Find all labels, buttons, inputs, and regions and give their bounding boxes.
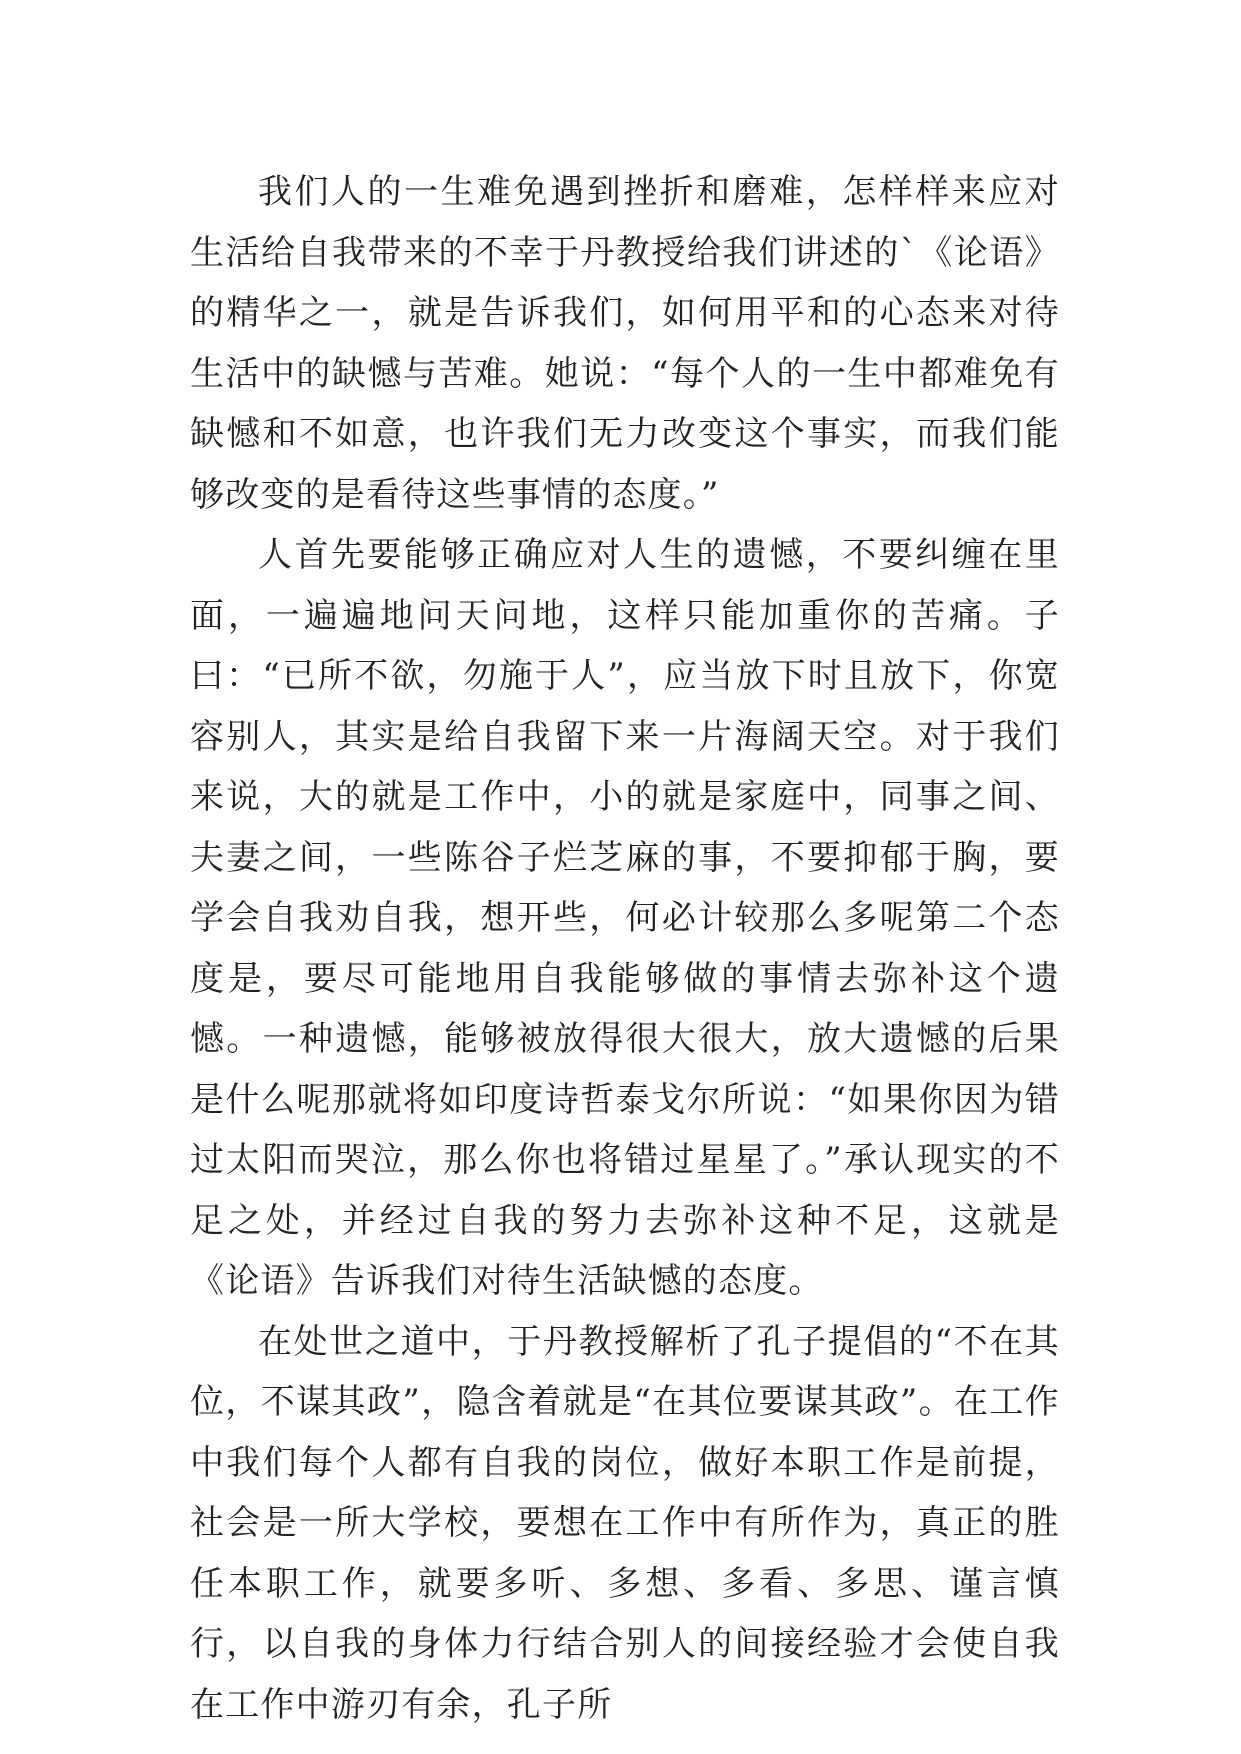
paragraph-3: 在处世之道中，于丹教授解析了孔子提倡的“不在其位，不谋其政”，隐含着就是“在其位要谋其政”。在工作中我们每个人都有自我的岗位，做好本职工作是前提，社会是一所大学校，要想在工作中有所作为，真正的胜任本职工作，就要多听、多想、多看、多思、谨言慎行，以自我的身体力行结合别人的间接经验才会使自我在工作中游刃有余，孔子所 [190,1321,1060,1725]
paragraph-2: 人首先要能够正确应对人生的遗憾，不要纠缠在里面，一遍遍地问天问地，这样只能加重你的苦痛。子曰：“已所不欲，勿施于人”，应当放下时且放下，你宽容别人，其实是给自我留下来一片海阔天空。对于我们来说，大的就是工作中，小的就是家庭中，同事之间、夫妻之间，一些陈谷子烂芝麻的事，不要抑郁于胸，要学会自我劝自我，想开些，何必计较那么多呢第二个态度是，要尽可能地用自我能够做的事情去弥补这个遗憾。一种遗憾，能够被放得很大很大，放大遗憾的后果是什么呢那就将如印度诗哲泰戈尔所说：“如果你因为错过太阳而哭泣，那么你也将错过星星了。”承认现实的不足之处，并经过自我的努力去弥补这种不足，这就是《论语》告诉我们对待生活缺憾的态度。 [190,535,1060,1301]
body-text [190,162,1060,1735]
paragraph-1: 我们人的一生难免遇到挫折和磨难，怎样样来应对生活给自我带来的不幸于丹教授给我们讲述的`《论语》的精华之一，就是告诉我们，如何用平和的心态来对待生活中的缺憾与苦难。她说：“每个人的一生中都难免有缺憾和不如意，也许我们无力改变这个事实，而我们能够改变的是看待这些事情的态度。” [190,172,1060,515]
